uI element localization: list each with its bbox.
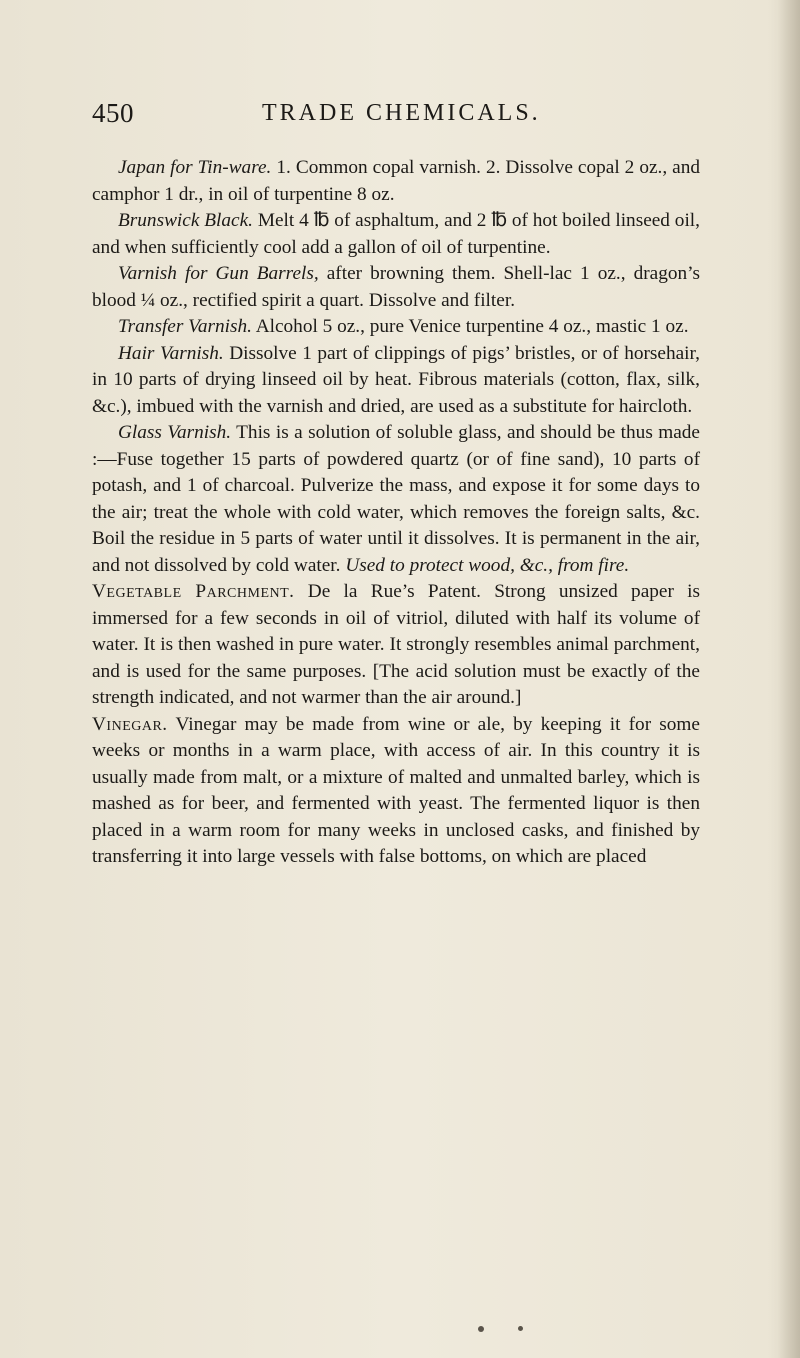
- section-text: Vinegar may be made from wine or ale, by keeping it for some weeks or months in a warm place, with access of air. In this country it is usually made from malt, or a mixture of malted and unmalted barley, which is mashed as for beer, and fermented with yeast. The fermented liquor is then placed in a warm room for many weeks in unclosed casks, and finished by transferring it into large vessels with false bottoms, on which are placed: [92, 713, 700, 867]
- entry-title: Hair Varnish.: [118, 342, 224, 364]
- printer-marks: [478, 1326, 528, 1336]
- entry-title: Transfer Varnish.: [118, 316, 252, 337]
- body-text: [92, 155, 700, 871]
- entry-gun-barrels: [92, 261, 700, 314]
- printer-mark-dot: [478, 1326, 484, 1332]
- section-vegetable-parchment: [92, 579, 700, 712]
- entry-text: Melt 4 ℔ of asphaltum, and 2 ℔ of hot boiled linseed oil, and when sufficiently cool add a gallon of oil of turpentine.: [92, 210, 700, 258]
- section-vinegar: [92, 712, 700, 871]
- entry-title: Varnish for Gun Barrels,: [118, 263, 319, 284]
- running-head: TRADE CHEMICALS.: [262, 100, 541, 126]
- section-text: De la Rue’s Patent. Strong unsized paper is immersed for a few seconds in oil of vitriol, diluted with half its volume of water. It is then washed in pure water. It strongly resembles animal parchment, and is used for the same purposes. [The acid solution must be exactly of the strength indicated, and not warmer than the air around.]: [92, 581, 701, 708]
- printer-mark-dot: [518, 1326, 523, 1331]
- entry-brunswick-black: [92, 208, 700, 261]
- entry-glass-varnish: [92, 420, 700, 579]
- page-number: 450: [92, 98, 134, 128]
- entry-japan: [92, 155, 700, 208]
- entry-text: after browning them. Shell-lac 1 oz., dragon’s blood ¼ oz., rectified spirit a quart. Dissolve and filter.: [92, 263, 700, 311]
- entry-text: Dissolve 1 part of clippings of pigs’ bristles, or of horsehair, in 10 parts of drying linseed oil by heat. Fibrous materials (cotton, flax, silk, &c.), imbued with the varnish and dried, are used as a substitute for haircloth.: [92, 342, 700, 417]
- entry-text: Alcohol 5 oz., pure Venice turpentine 4 oz., mastic 1 oz.: [255, 316, 689, 337]
- entry-title: Glass Varnish.: [118, 422, 232, 443]
- entry-hair-varnish: [92, 341, 700, 421]
- entry-tail: Used to protect wood, &c., from fire.: [345, 554, 630, 576]
- entry-title: Japan for Tin-ware.: [118, 157, 272, 178]
- entry-text: This is a solution of soluble glass, and should be thus made :—Fuse together 15 parts of powdered quartz (or of fine sand), 10 parts of potash, and 1 of charcoal. Pulverize the mass, and expose it for some days to the air; treat the whole with cold water, which removes the foreign salts, &c. Boil the residue in 5 parts of water until it dissolves. It is permanent in the air, and not dissolved by cold water.: [92, 422, 700, 576]
- section-heading: Vinegar.: [92, 713, 168, 735]
- entry-text: 1. Common copal varnish. 2. Dissolve copal 2 oz., and camphor 1 dr., in oil of turpentine 8 oz.: [92, 157, 700, 205]
- page-edge-shadow: [778, 0, 800, 1358]
- entry-title: Brunswick Black.: [118, 210, 253, 231]
- page-header: [92, 98, 712, 138]
- section-heading: Vegetable Parchment.: [92, 581, 295, 602]
- entry-transfer-varnish: [92, 314, 700, 341]
